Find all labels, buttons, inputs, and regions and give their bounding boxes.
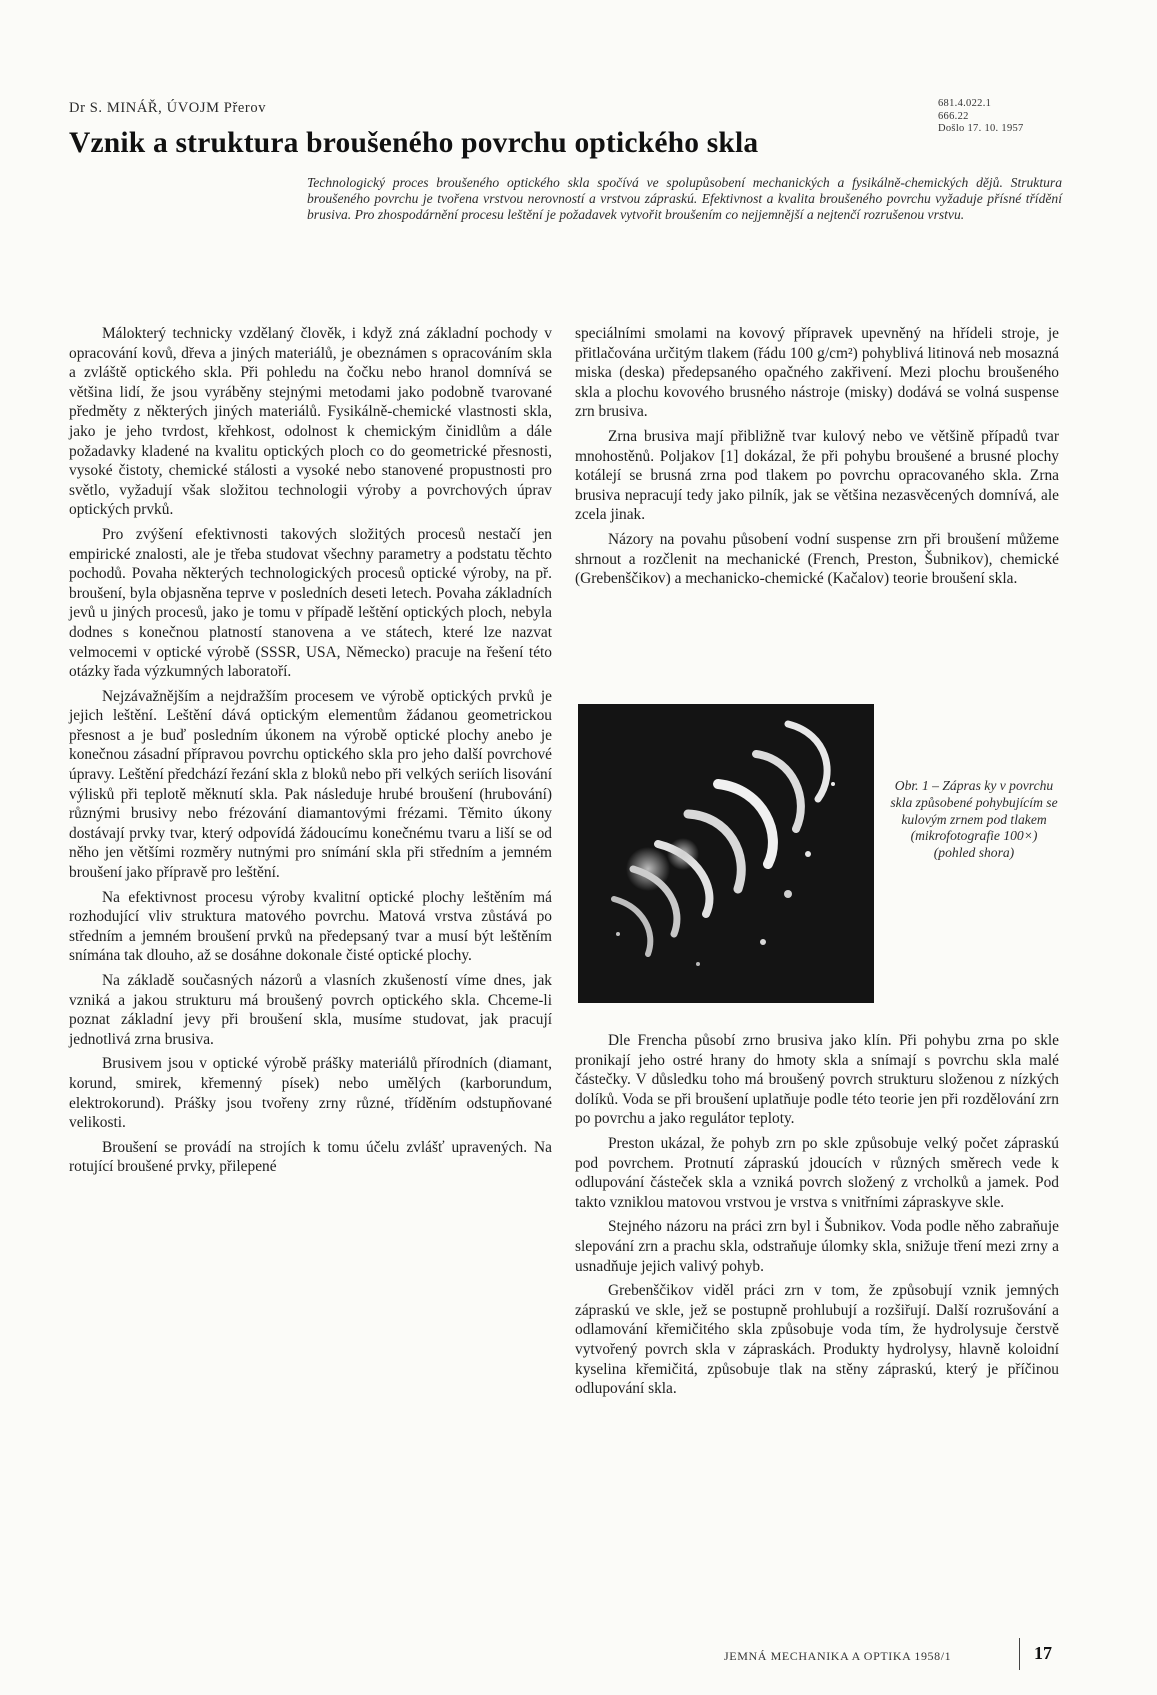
paragraph: Brusivem jsou v optické výrobě prášky materiálů přírodních (diamant, korund, smirek, křemenný písek) nebo umělých (karborundum, elektrokorund). Prášky jsou tvořeny zrny různé, tříděním odstupňované velikosti. [69, 1055, 552, 1132]
paragraph: Na základě současných názorů a vlasních zkušeností víme dnes, jak vzniká a jakou strukturu má broušený povrch optického skla. Chceme-li poznat základní jevy při broušení skla, musíme studovat, jak pracují jednotlivá zrna brusiva. [69, 972, 552, 1048]
micrograph-figure [578, 704, 874, 1003]
figure-caption: Obr. 1 – Zápras ky v povrchu skla způsobené pohybujícím se kulovým zrnem pod tlakem (mikrofotografie 100×) (pohled shora) [890, 778, 1058, 861]
paragraph: Zrna brusiva mají přibližně tvar kulový nebo ve většině případů tvar mnohostěnů. Poljakov [1] dokázal, že při pohybu broušené a brusné plochy kotálejí se brusná zrna pod tlakem po povrchu opracovaného skla. Zrna brusiva nepracují tedy jako pilník, jak se většina nezasvěcených domnívá, ale zcela jinak. [575, 427, 1059, 524]
paragraph: speciálními smolami na kovový přípravek upevněný na hřídeli stroje, je přitlačována určitým tlakem (řádu 100 g/cm²) pohyblivá litinová neb mosazná miska (deska) předepsaného opačného zakřivení. Mezi plochu broušeného skla a plochu kovového brusného nástroje (misky) dodává se volná suspense zrn brusiva. [575, 325, 1059, 421]
paragraph: Broušení se provádí na strojích k tomu účelu zvlášť upravených. Na rotující broušené prvky, přilepené [69, 1138, 552, 1176]
paragraph: Názory na povahu působení vodní suspense zrn při broušení můžeme shrnout a rozčlenit na mechanické (French, Preston, Šubnikov), chemické (Grebenščikov) a mechanicko-chemické (Kačalov) teorie broušení skla. [575, 530, 1059, 588]
paragraph: Pro zvýšení efektivnosti takových složitých procesů nestačí jen empirické znalosti, ale je třeba studovat všechny parametry a podstatu těchto pochodů. Povaha některých technologických procesů optické výroby, na př. broušení, byla objasněna teprve v posledních deseti letech. Povaha základních jevů u jiných procesů, jako je tomu v případě leštění optických ploch, nebyla dodnes s konečnou platností stanovena a ve státech, které lze nazvat velmocemi v optické výrobě (SSSR, USA, Německo) pracuje na řešení této otázky řada výzkumných laboratoří. [69, 525, 552, 681]
footer-divider [1019, 1638, 1020, 1670]
page-number: 17 [1034, 1643, 1052, 1663]
abstract: Technologický proces broušeného optického skla spočívá ve spolupůsobení mechanických a fysikálně-chemických dějů. Struktura broušeného povrchu je tvořena vrstvou nerovností a vrstvou zápraskú. Efektivnost a kvalita broušeného povrchu vyžaduje přísné třídění brusiva. Pro zhospodárnění procesu leštění je požadavek vytvořit broušením co nejjemnější a nejtenčí rozrušenou vrstvu. [307, 175, 1062, 223]
udc-code: 681.4.022.1 [938, 98, 992, 109]
micrograph-image [578, 704, 874, 1003]
paragraph: Preston ukázal, že pohyb zrn po skle způsobuje velký počet zápraskú pod povrchem. Protnutí zápraskú jdoucích v různých směrech vede k odlupování částeček skla a vzniká povrch složený z vrcholků a jamek. Pod takto vzniklou matovou vrstvou je vrstva s vnitřními zápraskyve skle. [575, 1134, 1059, 1211]
article-title: Vznik a struktura broušeného povrchu optického skla [69, 127, 759, 159]
right-column-bottom [575, 1031, 1059, 1404]
article-author: Dr S. MINÁŘ, ÚVOJM Přerov [69, 100, 267, 116]
right-column-top [575, 324, 1059, 594]
paragraph: Na efektivnost procesu výroby kvalitní optické plochy leštěním má rozhodující vliv struktura matového povrchu. Matová vrstva zůstává po středním a jemném broušení prvků na předepsaný tvar a musí být leštěním snímána tak dlouho, až se dosáhne dokonale čisté optické plochy. [69, 888, 552, 965]
paragraph: Nejzávažnějším a nejdražším procesem ve výrobě optických prvků je jejich leštění. Leštění dává optickým elementům žádanou geometrickou přesnost a je buď posledním úkonem na výrobě optické plochy anebo je konečnou zásadní přípravou povrchu optického skla pro jeho další povrchové úpravy. Leštění předchází řezání skla z bloků nebo při velkých seriích lisování výlisků při teplotě měknutí skla. Pak následuje hrubé broušení (hrubování) různými brusivy nebo frézování diamantovými frézami. Těmito úkony dostávají prvky tvar, který odpovídá žádoucímu konečnému tvaru a liší se od něho jen většími rozměry nutnými pro snímání skla při středním a jemném broušení jako přípravě pro leštění. [69, 687, 552, 882]
classification-meta [938, 98, 1024, 136]
paragraph: Málokterý technicky vzdělaný člověk, i když zná základní pochody v opracování kovů, dřeva a jiných materiálů, je obeznámen s opracováním skla a zvláště optického skla. Při pohledu na čočku nebo hranol domnívá se většina lidí, že jsou vyráběny stejnými metodami jako podobně tvarované předměty z některých jiných materiálů. Fysikálně-chemické vlastnosti skla, jako je jeho tvrdost, křehkost, odolnost k chemickým činidlům a dále požadavky kladené na kvalitu optických ploch co do geometrické přesnosti, vysoké čistoty, chemické stálosti a vysoké nebo stanovené propustnosti pro světlo, vyžadují však složitou technologii výroby a povrchových úprav optických prvků. [69, 325, 552, 519]
left-column [69, 324, 552, 1182]
received-date: Došlo 17. 10. 1957 [938, 123, 1024, 134]
paragraph: Stejného názoru na práci zrn byl i Šubnikov. Voda podle něho zabraňuje slepování zrn a prachu skla, odstraňuje úlomky skla, snižuje tření mezi zrny a usnadňuje jejich valivý pohyb. [575, 1218, 1059, 1275]
paragraph: Grebenščikov viděl práci zrn v tom, že způsobují vznik jemných zápraskú ve skle, jež se postupně prohlubují a rozšiřují. Další rozrušování a odlamování křemičitého skla způsobuje voda tím, že hydrolysuje čerstvě vytvořený povrch skla v zápraskách. Produkty hydrolysy, hlavně koloidní kyselina křemičitá, způsobuje tlak na stěny zápraskú, který je příčinou odlupování skla. [575, 1282, 1059, 1398]
udc-code: 666.22 [938, 110, 969, 122]
journal-footer: JEMNÁ MECHANIKA A OPTIKA 1958/1 [724, 1649, 952, 1663]
paragraph: Dle Frencha působí zrno brusiva jako klín. Při pohybu zrna po skle pronikají jeho ostré hrany do hmoty skla a snímají s povrchu skla malé částečky. V důsledku toho má broušený povrch strukturu složenou z nízkých dolíků. Voda se při broušení uplatňuje podle této teorie jen při rozdělování zrn po povrchu a jako regulátor teploty. [575, 1032, 1059, 1128]
